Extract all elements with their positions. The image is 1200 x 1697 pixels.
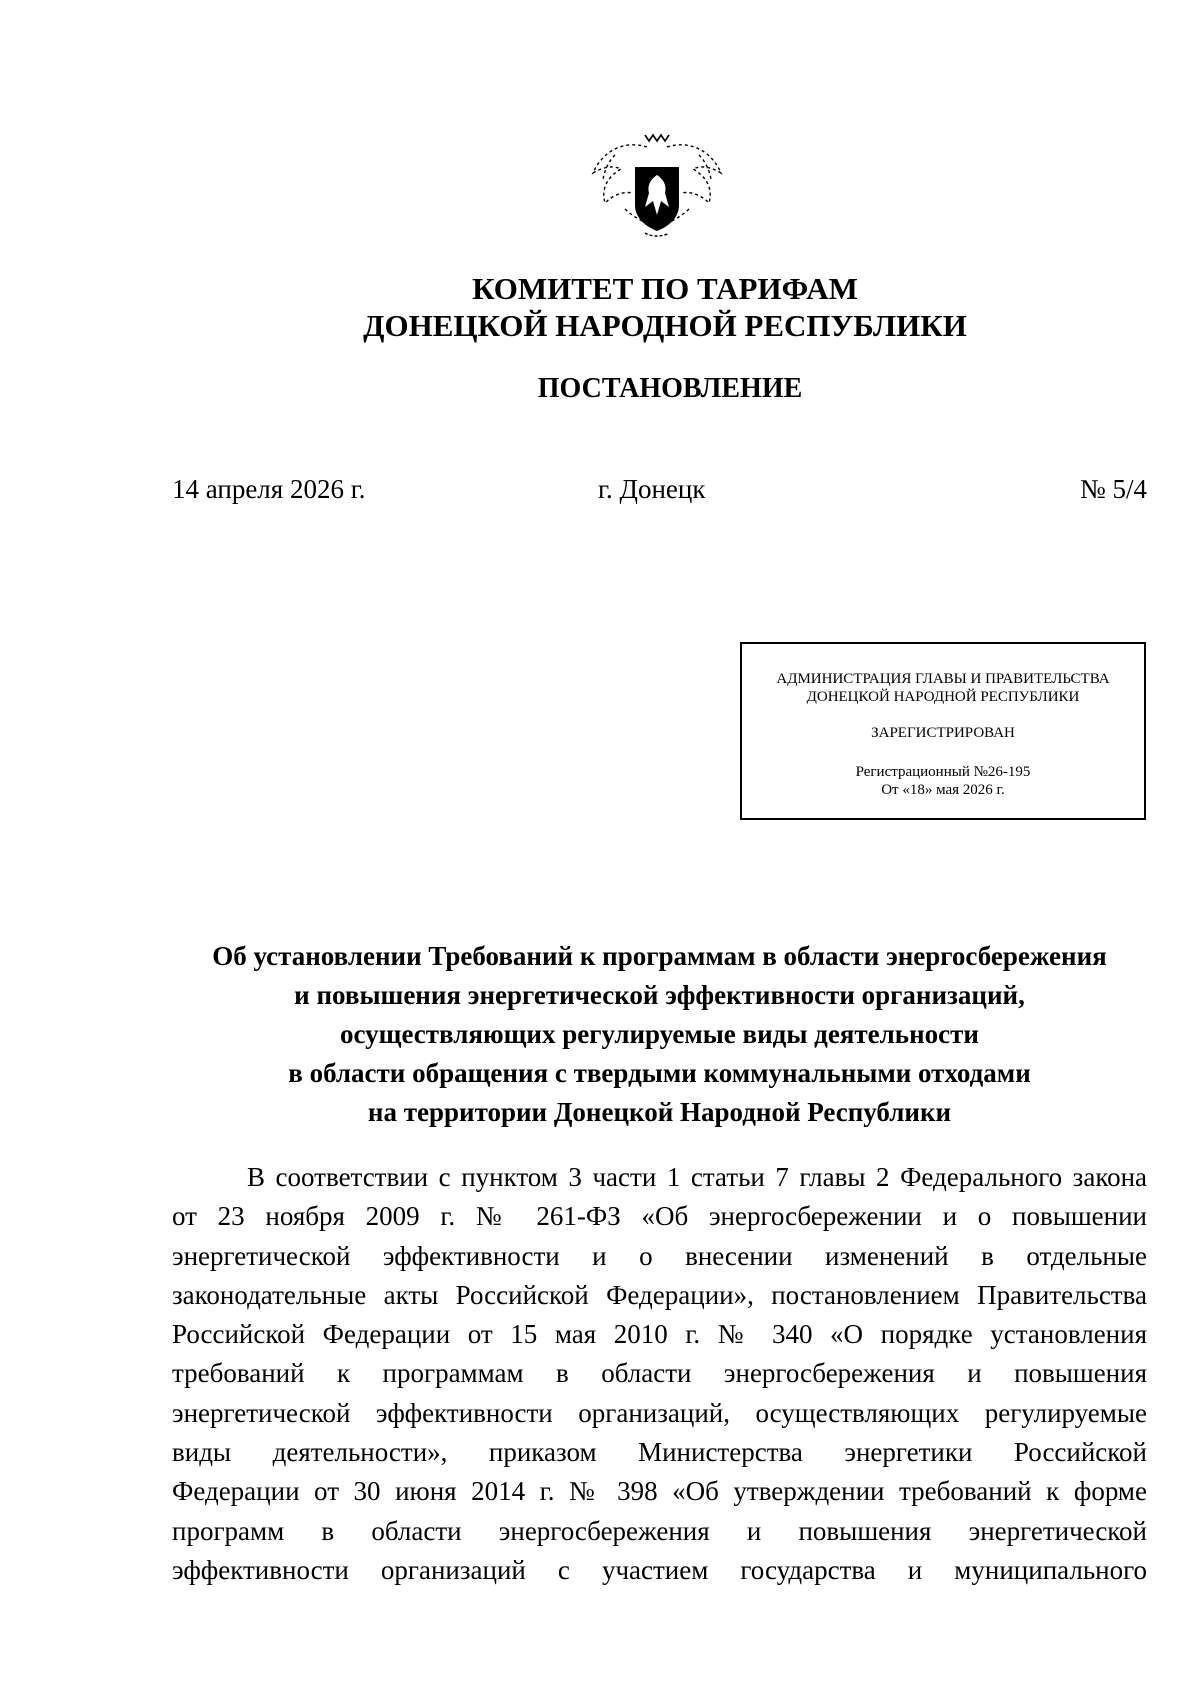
dpr-coat-of-arms-icon: [585, 125, 729, 250]
title-line: на территории Донецкой Народной Республики: [367, 1097, 952, 1127]
issuing-authority-title: [0, 270, 1200, 344]
stamp-reg-number: Регистрационный №26-195: [855, 764, 1031, 780]
title-line: Об установлении Требований к программам в области энергосбережения: [212, 941, 1107, 971]
authority-line-2: ДОНЕЦКОЙ НАРОДНОЙ РЕСПУБЛИКИ: [363, 308, 967, 343]
body-line: энергетической эффективности организаций, осуществляющих регулируемые: [172, 1397, 1147, 1428]
body-line: В соответствии с пунктом 3 части 1 статьи 7 главы 2 Федерального закона: [247, 1162, 1147, 1192]
document-meta-row: [172, 474, 1147, 508]
document-number: № 5/4: [1079, 474, 1147, 504]
registration-stamp: [740, 642, 1146, 820]
body-line: энергетической эффективности и о внесении изменений в отдельные: [172, 1240, 1147, 1271]
body-line: Федерации от 30 июня 2014 г. № 398 «Об утверждении требований к форме: [172, 1476, 1147, 1507]
body-line: эффективности организаций с участием государства и муниципального: [172, 1554, 1147, 1585]
document-date: 14 апреля 2026 г.: [172, 474, 366, 504]
title-line: в области обращения с твердыми коммунальными отходами: [288, 1058, 1031, 1088]
title-line: осуществляющих регулируемые виды деятельности: [340, 1019, 979, 1049]
body-line: от 23 ноября 2009 г. № 261-ФЗ «Об энергосбережении и о повышении: [172, 1201, 1147, 1232]
stamp-status: ЗАРЕГИСТРИРОВАН: [871, 725, 1015, 741]
document-type: ПОСТАНОВЛЕНИЕ: [537, 373, 803, 404]
document-city: г. Донецк: [598, 474, 706, 504]
body-line: требований к программам в области энергосбережения и повышения: [172, 1358, 1147, 1389]
stamp-line-2: ДОНЕЦКОЙ НАРОДНОЙ РЕСПУБЛИКИ: [806, 689, 1080, 705]
body-line: программ в области энергосбережения и повышения энергетической: [172, 1515, 1147, 1546]
body-line: законодательные акты Российской Федерации», постановлением Правительства: [172, 1279, 1147, 1310]
stamp-reg-date: От «18» мая 2026 г.: [881, 782, 1005, 798]
body-line: виды деятельности», приказом Министерства энергетики Российской: [172, 1437, 1147, 1468]
authority-line-1: КОМИТЕТ ПО ТАРИФАМ: [472, 271, 858, 306]
body-line: Российской Федерации от 15 мая 2010 г. № 340 «О порядке установления: [172, 1319, 1147, 1350]
resolution-title: [172, 937, 1147, 1132]
stamp-line-1: АДМИНИСТРАЦИЯ ГЛАВЫ И ПРАВИТЕЛЬСТВА: [776, 671, 1110, 687]
title-line: и повышения энергетической эффективности организаций,: [294, 980, 1025, 1010]
resolution-body: [172, 1158, 1147, 1590]
